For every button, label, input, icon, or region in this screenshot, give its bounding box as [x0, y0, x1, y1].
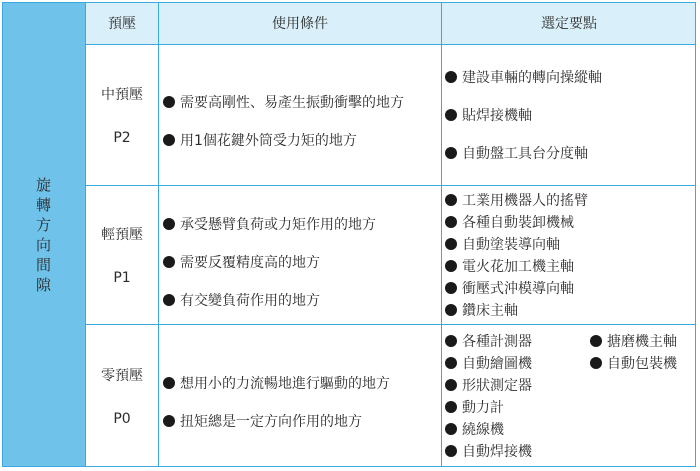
bullet-icon: [163, 256, 175, 268]
point-text: 自動盤工具台分度軸: [462, 146, 588, 162]
list-item: [445, 233, 588, 255]
preload-cell-p0: [86, 325, 158, 467]
list-item: [163, 91, 404, 113]
point-text: 自動包裝機: [607, 356, 677, 372]
preload-code: P1: [113, 270, 131, 286]
header-points: 選定要點: [442, 2, 696, 44]
point-text: 繞線機: [462, 422, 504, 438]
bullet-icon: [445, 304, 457, 316]
bullet-icon: [445, 238, 457, 250]
list-item: [445, 418, 532, 440]
bullet-icon: [163, 218, 175, 230]
points-list-p0-extra: [590, 330, 677, 374]
point-text: 搪磨機主軸: [607, 334, 677, 350]
conditions-list-p0: [163, 372, 390, 432]
point-text: 自動焊接機: [462, 444, 532, 460]
list-item: [445, 440, 532, 462]
list-item: [590, 330, 677, 352]
bullet-icon: [445, 379, 457, 391]
list-item: [445, 330, 532, 352]
list-item: [445, 299, 588, 321]
bullet-icon: [590, 357, 602, 369]
preload-cell-p2: [86, 45, 158, 185]
list-item: [445, 66, 602, 88]
bullet-icon: [445, 423, 457, 435]
point-text: 貼焊接機軸: [462, 108, 532, 124]
point-text: 鑽床主軸: [462, 303, 518, 319]
condition-text: 需要高剛性、易產生振動衝擊的地方: [180, 95, 404, 111]
condition-text: 承受懸臂負荷或力矩作用的地方: [180, 217, 376, 233]
bullet-icon: [163, 415, 175, 427]
bullet-icon: [445, 282, 457, 294]
bullet-icon: [445, 401, 457, 413]
bullet-icon: [445, 109, 457, 121]
point-text: 形狀測定器: [462, 378, 532, 394]
bullet-icon: [445, 335, 457, 347]
preload-name: 輕預壓: [101, 227, 143, 243]
bullet-icon: [445, 194, 457, 206]
list-item: [163, 372, 390, 394]
point-text: 動力計: [462, 400, 504, 416]
bullet-icon: [590, 335, 602, 347]
point-text: 各種自動裝卸機械: [462, 215, 574, 231]
list-item: [445, 277, 588, 299]
condition-text: 扭矩總是一定方向作用的地方: [180, 414, 362, 430]
list-item: [445, 104, 602, 126]
list-item: [163, 129, 404, 151]
list-item: [445, 374, 532, 396]
point-text: 自動塗裝導向軸: [462, 237, 560, 253]
points-list-p2: [445, 66, 602, 164]
list-item: [163, 410, 390, 432]
bullet-icon: [445, 71, 457, 83]
list-item: [445, 142, 602, 164]
points-list-p0: [445, 330, 532, 462]
bullet-icon: [445, 147, 457, 159]
bullet-icon: [445, 357, 457, 369]
list-item: [590, 352, 677, 374]
point-text: 電火花加工機主軸: [462, 259, 574, 275]
points-list-p1: [445, 189, 588, 321]
list-item: [445, 189, 588, 211]
condition-text: 用1個花鍵外筒受力矩的地方: [180, 133, 357, 149]
condition-text: 想用小的力流暢地進行驅動的地方: [180, 376, 390, 392]
preload-name: 中預壓: [101, 87, 143, 103]
conditions-list-p1: [163, 213, 376, 311]
list-item: [163, 289, 376, 311]
preload-code: P2: [113, 130, 131, 146]
list-item: [445, 211, 588, 233]
preload-name: 零預壓: [101, 368, 143, 384]
list-item: [445, 396, 532, 418]
bullet-icon: [445, 445, 457, 457]
list-item: [163, 213, 376, 235]
conditions-list-p2: [163, 91, 404, 151]
list-item: [445, 352, 532, 374]
preload-code: P0: [113, 411, 131, 427]
bullet-icon: [163, 377, 175, 389]
bullet-icon: [163, 134, 175, 146]
preload-cell-p1: [86, 186, 158, 324]
condition-text: 需要反覆精度高的地方: [180, 255, 320, 271]
header-conditions: 使用條件: [159, 2, 441, 44]
point-text: 自動繪圖機: [462, 356, 532, 372]
point-text: 衝壓式沖模導向軸: [462, 281, 574, 297]
bullet-icon: [163, 96, 175, 108]
side-label: 旋轉方向間隙: [35, 175, 51, 294]
list-item: [163, 251, 376, 273]
bullet-icon: [445, 260, 457, 272]
bullet-icon: [163, 294, 175, 306]
header-preload: 預壓: [86, 2, 158, 44]
point-text: 各種計測器: [462, 334, 532, 350]
bullet-icon: [445, 216, 457, 228]
condition-text: 有交變負荷作用的地方: [180, 293, 320, 309]
list-item: [445, 255, 588, 277]
point-text: 建設車輛的轉向操縱軸: [462, 70, 602, 86]
point-text: 工業用機器人的搖臂: [462, 193, 588, 209]
